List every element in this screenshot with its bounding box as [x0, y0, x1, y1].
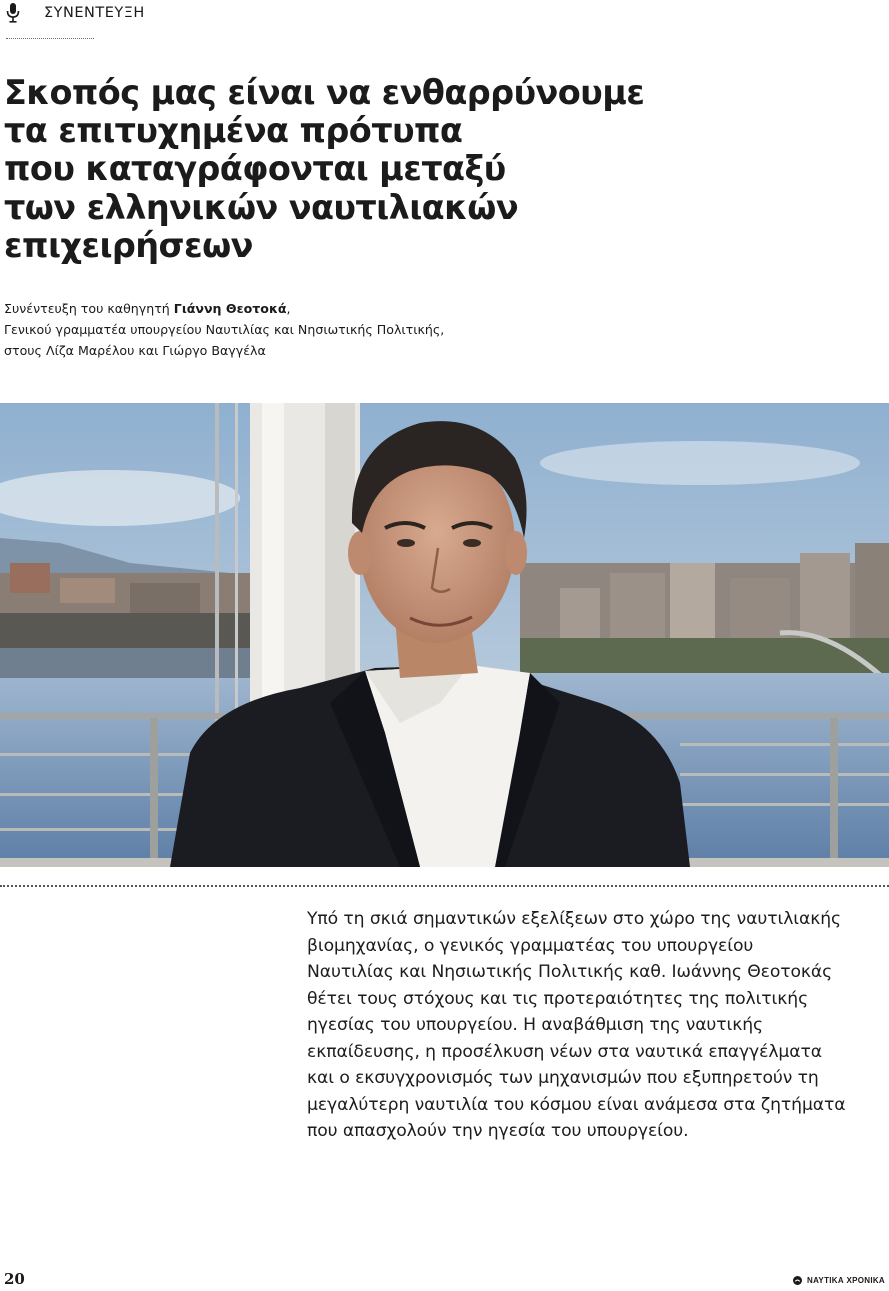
lead-line: μεγαλύτερη ναυτιλία του κόσμου είναι ανάμεσα στα ζητήματα	[307, 1094, 846, 1115]
microphone-icon	[6, 3, 20, 23]
page-number: 20	[4, 1270, 25, 1288]
interviewee-name: Γιάννη Θεοτοκά	[173, 301, 287, 316]
section-header	[6, 2, 145, 24]
header-dotted-rule	[6, 38, 94, 39]
headline-line: Σκοπός μας είναι να ενθαρρύνουμε	[4, 73, 645, 112]
headline-line: που καταγράφονται μεταξύ	[4, 149, 506, 189]
headline-line: επιχειρήσεων	[4, 225, 253, 265]
lead-line: ηγεσίας του υπουργείου. Η αναβάθμιση της ναυτικής	[307, 1015, 764, 1035]
byline-comma: ,	[286, 301, 291, 316]
portrait-photo-illustration	[0, 403, 889, 867]
byline-prefix: Συνέντευξη του καθηγητή	[4, 301, 174, 316]
byline-line-3: στους Λίζα Μαρέλου και Γιώργο Βαγγέλα	[4, 343, 266, 358]
lead-line: βιομηχανίας, ο γενικός γραμματέας του υπουργείου	[307, 935, 754, 956]
byline-line-2: Γενικού γραμματέα υπουργείου Ναυτιλίας και Νησιωτικής Πολιτικής,	[4, 322, 445, 337]
portrait-photo	[0, 403, 889, 867]
lead-line: εκπαίδευσης, η προσέλκυση νέων στα ναυτικά επαγγέλματα	[307, 1041, 822, 1062]
brand-logo-icon	[793, 1276, 802, 1285]
headline-line: των ελληνικών ναυτιλιακών	[4, 187, 519, 227]
lead-line: θέτει τους στόχους και τις προτεραιότητες της πολιτικής	[307, 988, 809, 1009]
section-label: ΣΥΝΕΝΤΕΥΞΗ	[44, 5, 145, 21]
brand-footer	[793, 1276, 885, 1285]
byline-line-1	[4, 298, 524, 319]
lead-line: Ναυτιλίας και Νησιωτικής Πολιτικής καθ. Ιωάννης Θεοτοκάς	[307, 962, 833, 982]
lead-line: που απασχολούν την ηγεσία του υπουργείου.	[307, 1121, 689, 1141]
section-divider	[0, 885, 889, 887]
brand-name: ΝΑΥΤΙΚΑ ΧΡΟΝΙΚΑ	[807, 1276, 885, 1285]
lead-line: και ο εκσυγχρονισμός των μηχανισμών που εξυπηρετούν τη	[307, 1068, 819, 1088]
lead-paragraph	[307, 906, 867, 1145]
headline-line: τα επιτυχημένα πρότυπα	[4, 111, 463, 151]
lead-line: Υπό τη σκιά σημαντικών εξελίξεων στο χώρο της ναυτιλιακής	[307, 909, 842, 929]
article-headline	[4, 74, 644, 265]
byline	[4, 298, 524, 361]
